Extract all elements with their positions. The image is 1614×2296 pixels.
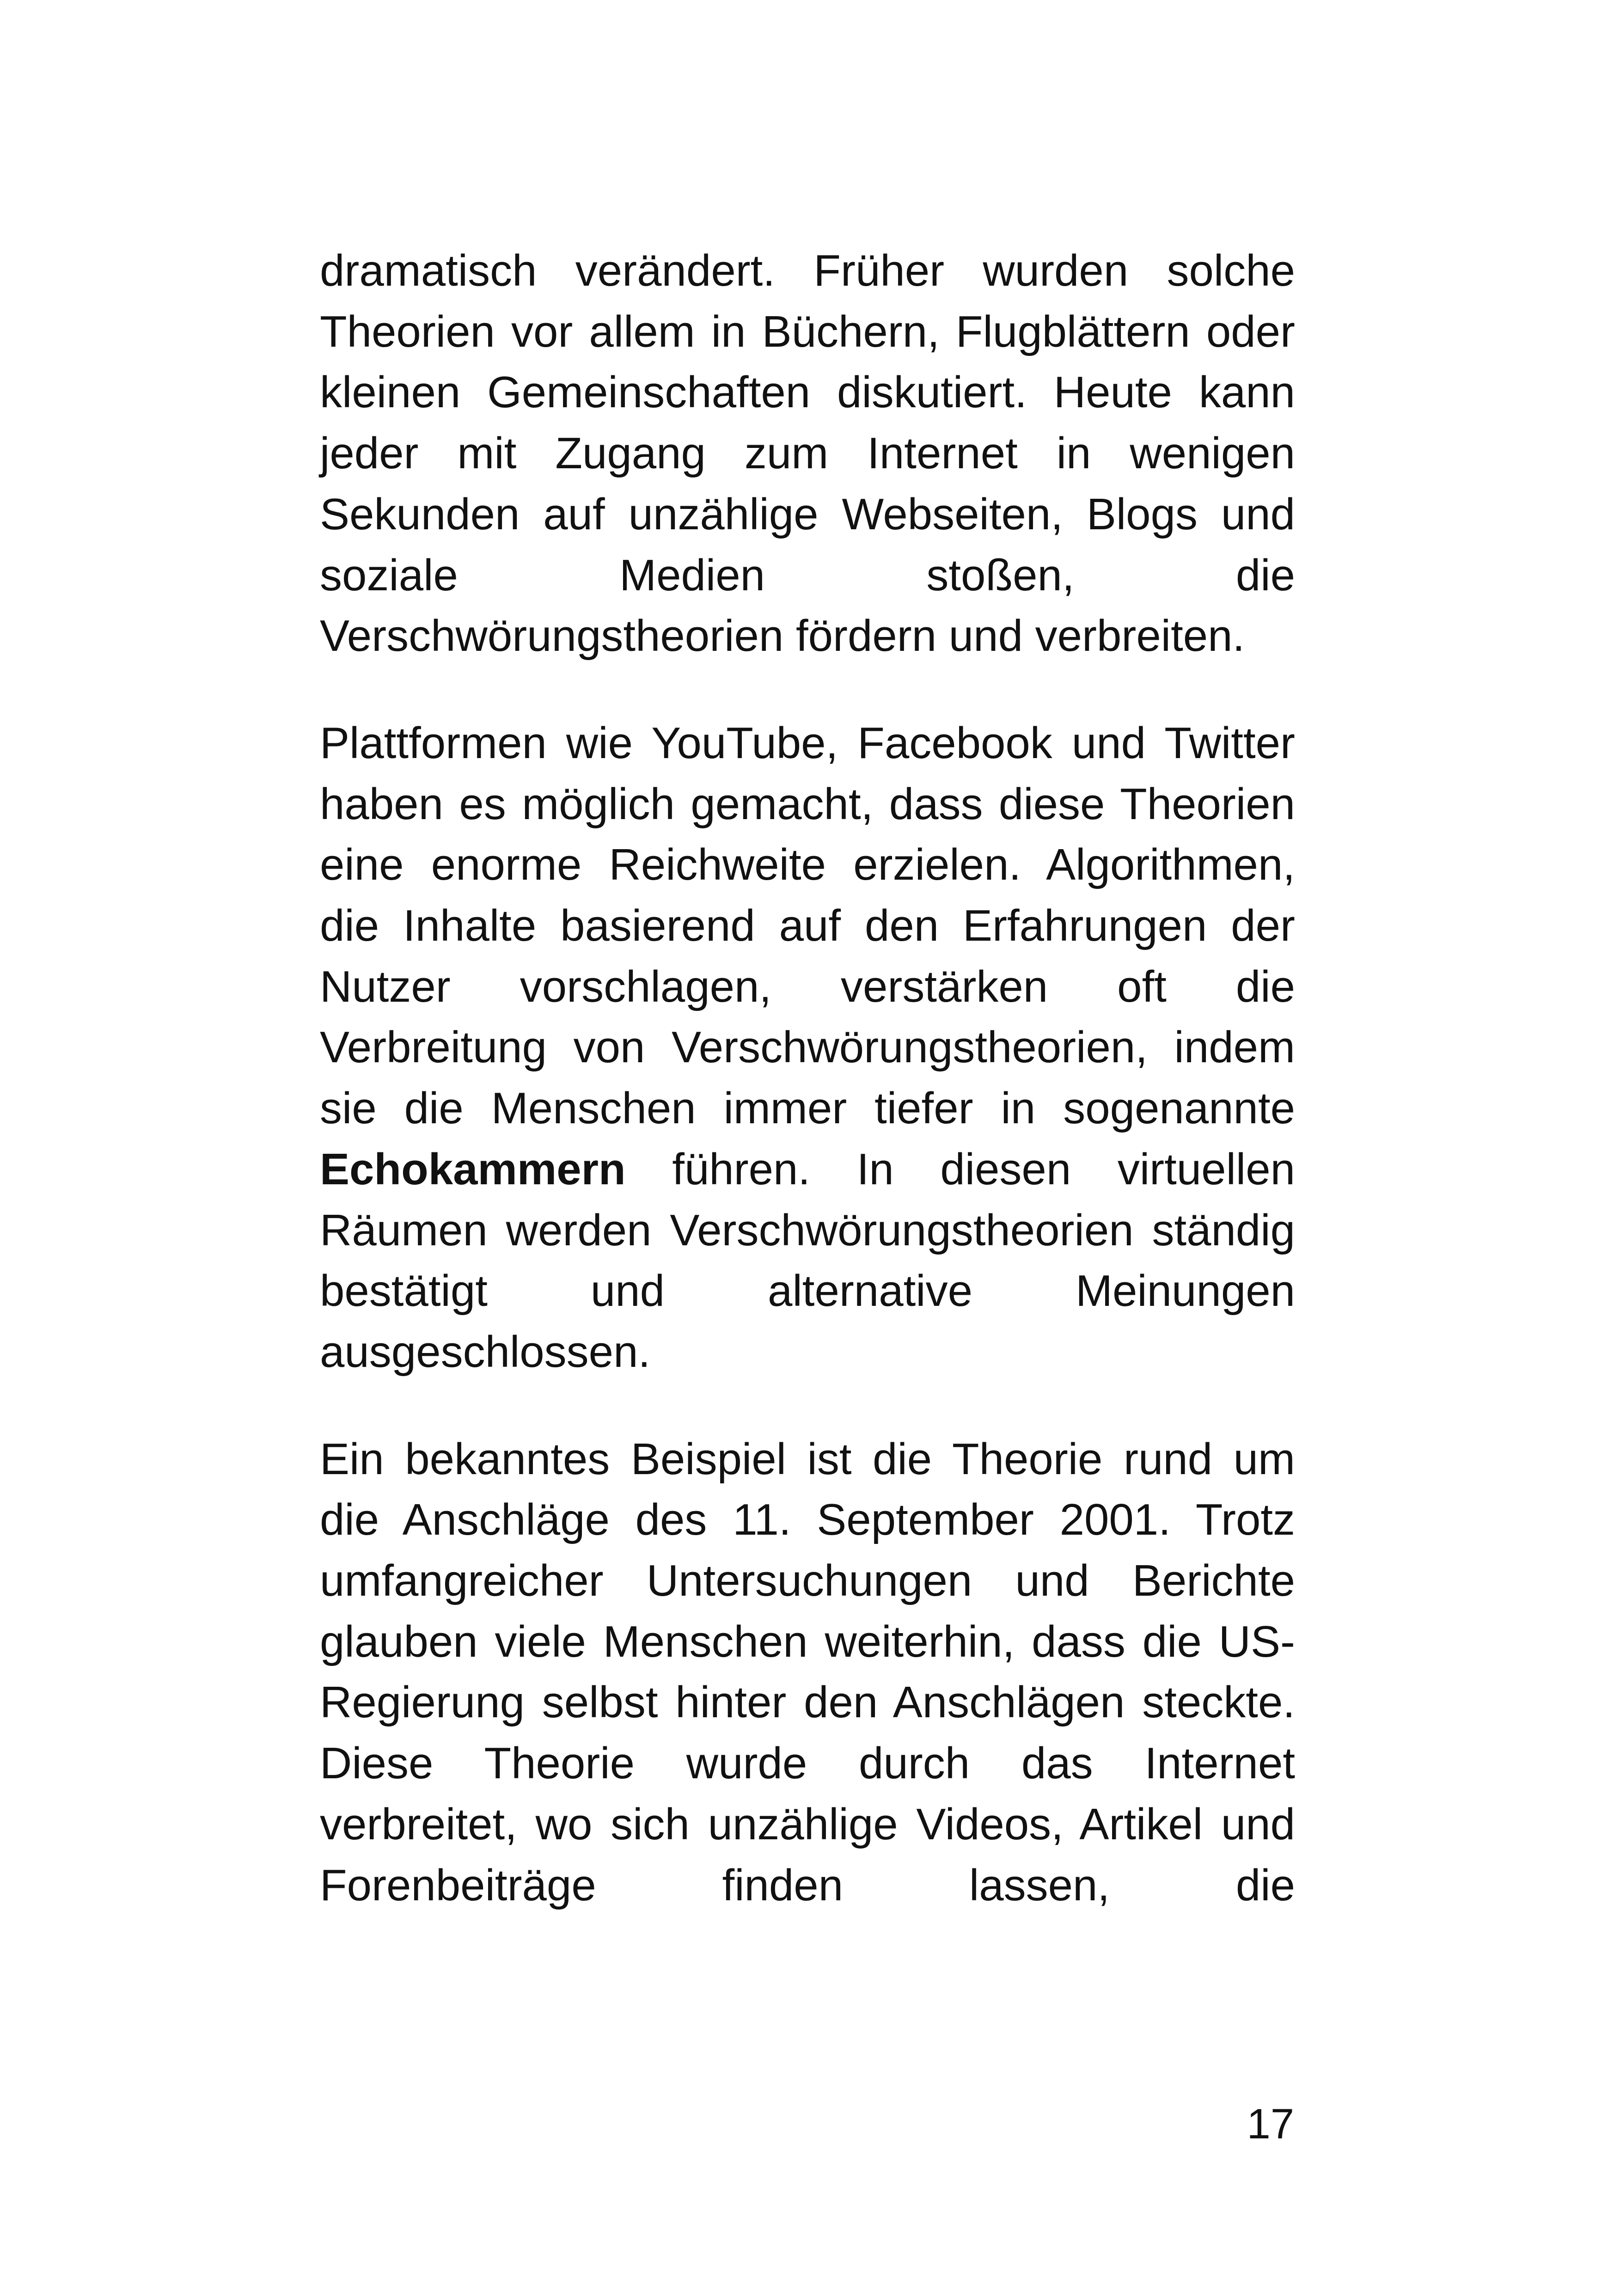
emphasized-term: Echokammern [320, 1144, 626, 1194]
paragraph-2-text-after: führen. In diesen virtuellen Räumen werden Verschwörungstheorien ständig bestätigt und alternative Meinungen ausgeschlossen. [320, 1144, 1295, 1377]
paragraph-3-text: Ein bekanntes Beispiel ist die Theorie rund um die Anschläge des 11. September 2001. Trotz umfangreicher Untersuchungen und Berichte glauben viele Menschen weiterhin, dass die US-Regierung selbst hinter den Anschlägen steckte. Diese Theorie wurde durch das Internet verbreitet, wo sich unzählige Videos, Artikel und Forenbeiträge finden lassen, die [320, 1434, 1295, 1910]
paragraph-1-text: dramatisch verändert. Früher wurden solche Theorien vor allem in Büchern, Flugblättern oder kleinen Gemeinschaften diskutiert. Heute kann jeder mit Zugang zum Internet in wenigen Sekunden auf unzählige Webseiten, Blogs und soziale Medien stoßen, die Verschwörungstheorien fördern und verbreiten. [320, 246, 1295, 661]
paragraph-3 [320, 1429, 1295, 1916]
body-text [320, 240, 1295, 1916]
paragraph-1 [320, 240, 1295, 667]
page-number: 17 [1247, 2100, 1294, 2148]
paragraph-2 [320, 713, 1295, 1383]
paragraph-2-text-before: Plattformen wie YouTube, Facebook und Twitter haben es möglich gemacht, dass diese Theorien eine enorme Reichweite erzielen. Algorithmen, die Inhalte basierend auf den Erfahrungen der Nutzer vorschlagen, verstärken oft die Verbreitung von Verschwörungstheorien, indem sie die Menschen immer tiefer in sogenannte [320, 718, 1295, 1133]
